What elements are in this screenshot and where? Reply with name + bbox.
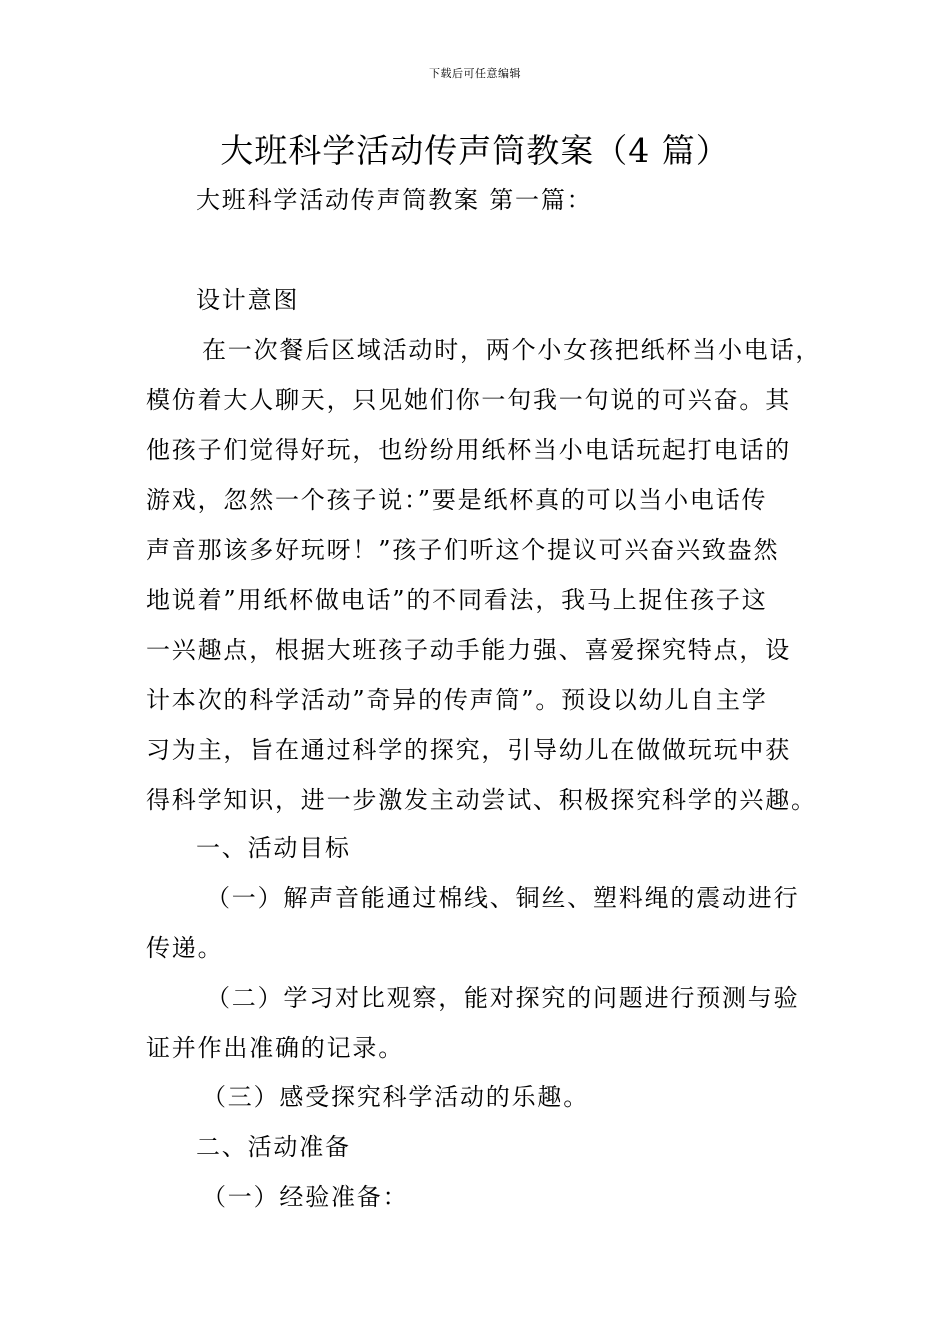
goal-line: （二）学习对比观察，能对探究的问题进行预测与验 <box>206 984 800 1012</box>
paragraph-line: 地说着”用纸杯做电话”的不同看法，我马上捉住孩子这 <box>146 586 768 614</box>
paragraph-line: 计本次的科学活动”奇异的传声筒”。预设以幼儿自主学 <box>146 686 768 714</box>
paragraph-line: 得科学知识，进一步激发主动尝试、积极探究科学的兴趣。 <box>146 786 817 814</box>
section-heading-goals: 一、活动目标 <box>196 834 351 862</box>
paragraph-line: 声音那该多好玩呀！”孩子们听这个提议可兴奋兴致盎然 <box>146 536 780 564</box>
header-note: 下载后可任意编辑 <box>429 67 521 80</box>
document-title: 大班科学活动传声筒教案（4 篇） <box>220 131 730 170</box>
goal-line: （一）解声音能通过棉线、铜丝、塑料绳的震动进行 <box>206 884 800 912</box>
subtitle: 大班科学活动传声筒教案 第一篇： <box>196 186 593 214</box>
prep-line: （一）经验准备： <box>202 1183 409 1211</box>
section-heading-design: 设计意图 <box>196 286 300 314</box>
paragraph-line: 游戏，忽然一个孩子说：”要是纸杯真的可以当小电话传 <box>146 486 768 514</box>
paragraph-line: 习为主，旨在通过科学的探究，引导幼儿在做做玩玩中获 <box>146 736 791 764</box>
paragraph-line: 他孩子们觉得好玩，也纷纷用纸杯当小电话玩起打电话的 <box>146 436 791 464</box>
paragraph-line: 模仿着大人聊天，只见她们你一句我一句说的可兴奋。其 <box>146 386 791 414</box>
goal-line: 证并作出准确的记录。 <box>146 1034 404 1062</box>
goal-line: （三）感受探究科学活动的乐趣。 <box>202 1083 589 1111</box>
section-heading-prep: 二、活动准备 <box>196 1133 351 1161</box>
goal-line: 传递。 <box>146 934 224 962</box>
paragraph-line: 一兴趣点，根据大班孩子动手能力强、喜爱探究特点，设 <box>146 636 791 664</box>
paragraph-line: 在一次餐后区域活动时，两个小女孩把纸杯当小电话， <box>202 336 822 364</box>
